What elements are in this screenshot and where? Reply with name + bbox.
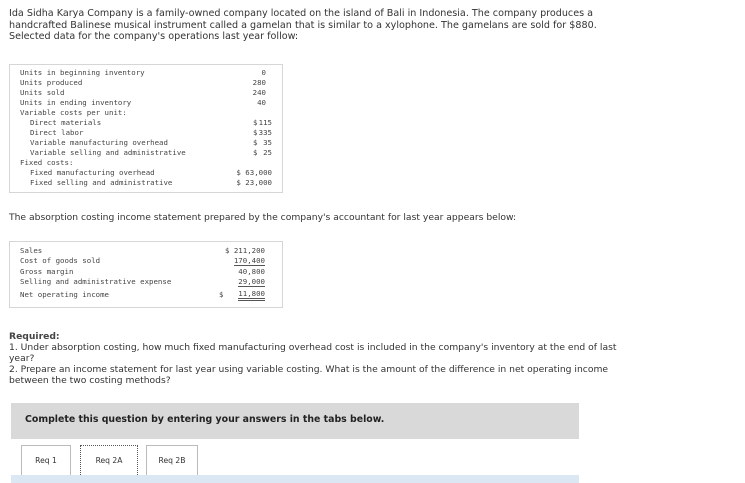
- row-units-ending: [10, 98, 282, 108]
- row-sga: [10, 277, 282, 287]
- row-var-mfg-overhead: [10, 138, 282, 148]
- label: Selling and administrative expense: [20, 277, 172, 286]
- label: Direct materials: [30, 118, 102, 127]
- label: Gross margin: [20, 267, 74, 276]
- dollar: $: [253, 138, 258, 147]
- dollar: $: [253, 118, 258, 127]
- tab-req-2a[interactable]: Req 2A: [80, 445, 138, 477]
- label: Cost of goods sold: [20, 256, 101, 265]
- dollar: $: [253, 128, 258, 137]
- tab-req-1[interactable]: Req 1: [21, 445, 71, 477]
- row-fixed-header: [10, 158, 282, 168]
- required-q1: 1. Under absorption costing, how much fixed manufacturing overhead cost is included in the company's inventory at the end of last year?: [9, 342, 617, 365]
- row-units-sold: [10, 88, 282, 98]
- dollar: $: [253, 148, 258, 157]
- row-fixed-selling: [10, 178, 282, 188]
- row-units-beginning: [10, 68, 282, 78]
- banner-text: Complete this question by entering your answers in the tabs below.: [25, 414, 385, 425]
- row-fixed-mfg: [10, 168, 282, 178]
- label: Units in ending inventory: [20, 98, 132, 107]
- label: Direct labor: [30, 128, 84, 137]
- value: $ 63,000: [236, 168, 272, 177]
- label: Sales: [20, 246, 43, 255]
- income-statement: [9, 241, 283, 308]
- label: Variable manufacturing overhead: [30, 138, 168, 147]
- value: 40: [257, 98, 266, 107]
- value: 25: [263, 148, 272, 157]
- row-direct-labor: [10, 128, 282, 138]
- label: Units produced: [20, 78, 83, 87]
- value: 35: [263, 138, 272, 147]
- value: 40,800: [238, 267, 265, 276]
- data-table: [9, 64, 283, 193]
- row-noi: [10, 290, 282, 300]
- value: 11,800: [238, 290, 265, 301]
- value: 335: [258, 128, 272, 137]
- label: Units in beginning inventory: [20, 68, 145, 77]
- absorption-intro: The absorption costing income statement prepared by the company's accountant for last year appears below:: [9, 212, 517, 223]
- problem-intro: Ida Sidha Karya Company is a family-owned company located on the island of Bali in Indonesia. The company produces a handcrafted Balinese musical instrument called a gamelan that is similar to a xylophone. The gamelans are sold for $880. Selected data for the company's operations last year follow:: [9, 8, 597, 43]
- label: Fixed selling and administrative: [30, 178, 173, 187]
- required-title: Required:: [9, 331, 60, 342]
- dollar: $: [219, 290, 224, 299]
- label: Net operating income: [20, 290, 109, 299]
- row-gross-margin: [10, 267, 282, 277]
- row-variable-header: [10, 108, 282, 118]
- row-sales: [10, 246, 282, 256]
- label: Variable selling and administrative: [30, 148, 186, 157]
- value: $ 23,000: [236, 178, 272, 187]
- row-units-produced: [10, 78, 282, 88]
- value: 240: [252, 88, 266, 97]
- tab-content-strip: [11, 475, 579, 483]
- value: 280: [252, 78, 266, 87]
- label: Fixed manufacturing overhead: [30, 168, 155, 177]
- label: Fixed costs:: [20, 158, 74, 167]
- row-direct-materials: [10, 118, 282, 128]
- label: Units sold: [20, 88, 65, 97]
- tab-req-2b[interactable]: Req 2B: [146, 445, 198, 477]
- required-q2: 2. Prepare an income statement for last year using variable costing. What is the amount of the difference in net operating income between the two costing methods?: [9, 364, 609, 387]
- value: 115: [258, 118, 272, 127]
- instructions-banner: [11, 403, 579, 439]
- value: 29,000: [238, 277, 265, 286]
- value: 0: [261, 68, 266, 77]
- value: 170,400: [233, 256, 265, 265]
- value: $ 211,200: [224, 246, 265, 255]
- row-cogs: [10, 256, 282, 266]
- label: Variable costs per unit:: [20, 108, 127, 117]
- row-var-selling: [10, 148, 282, 158]
